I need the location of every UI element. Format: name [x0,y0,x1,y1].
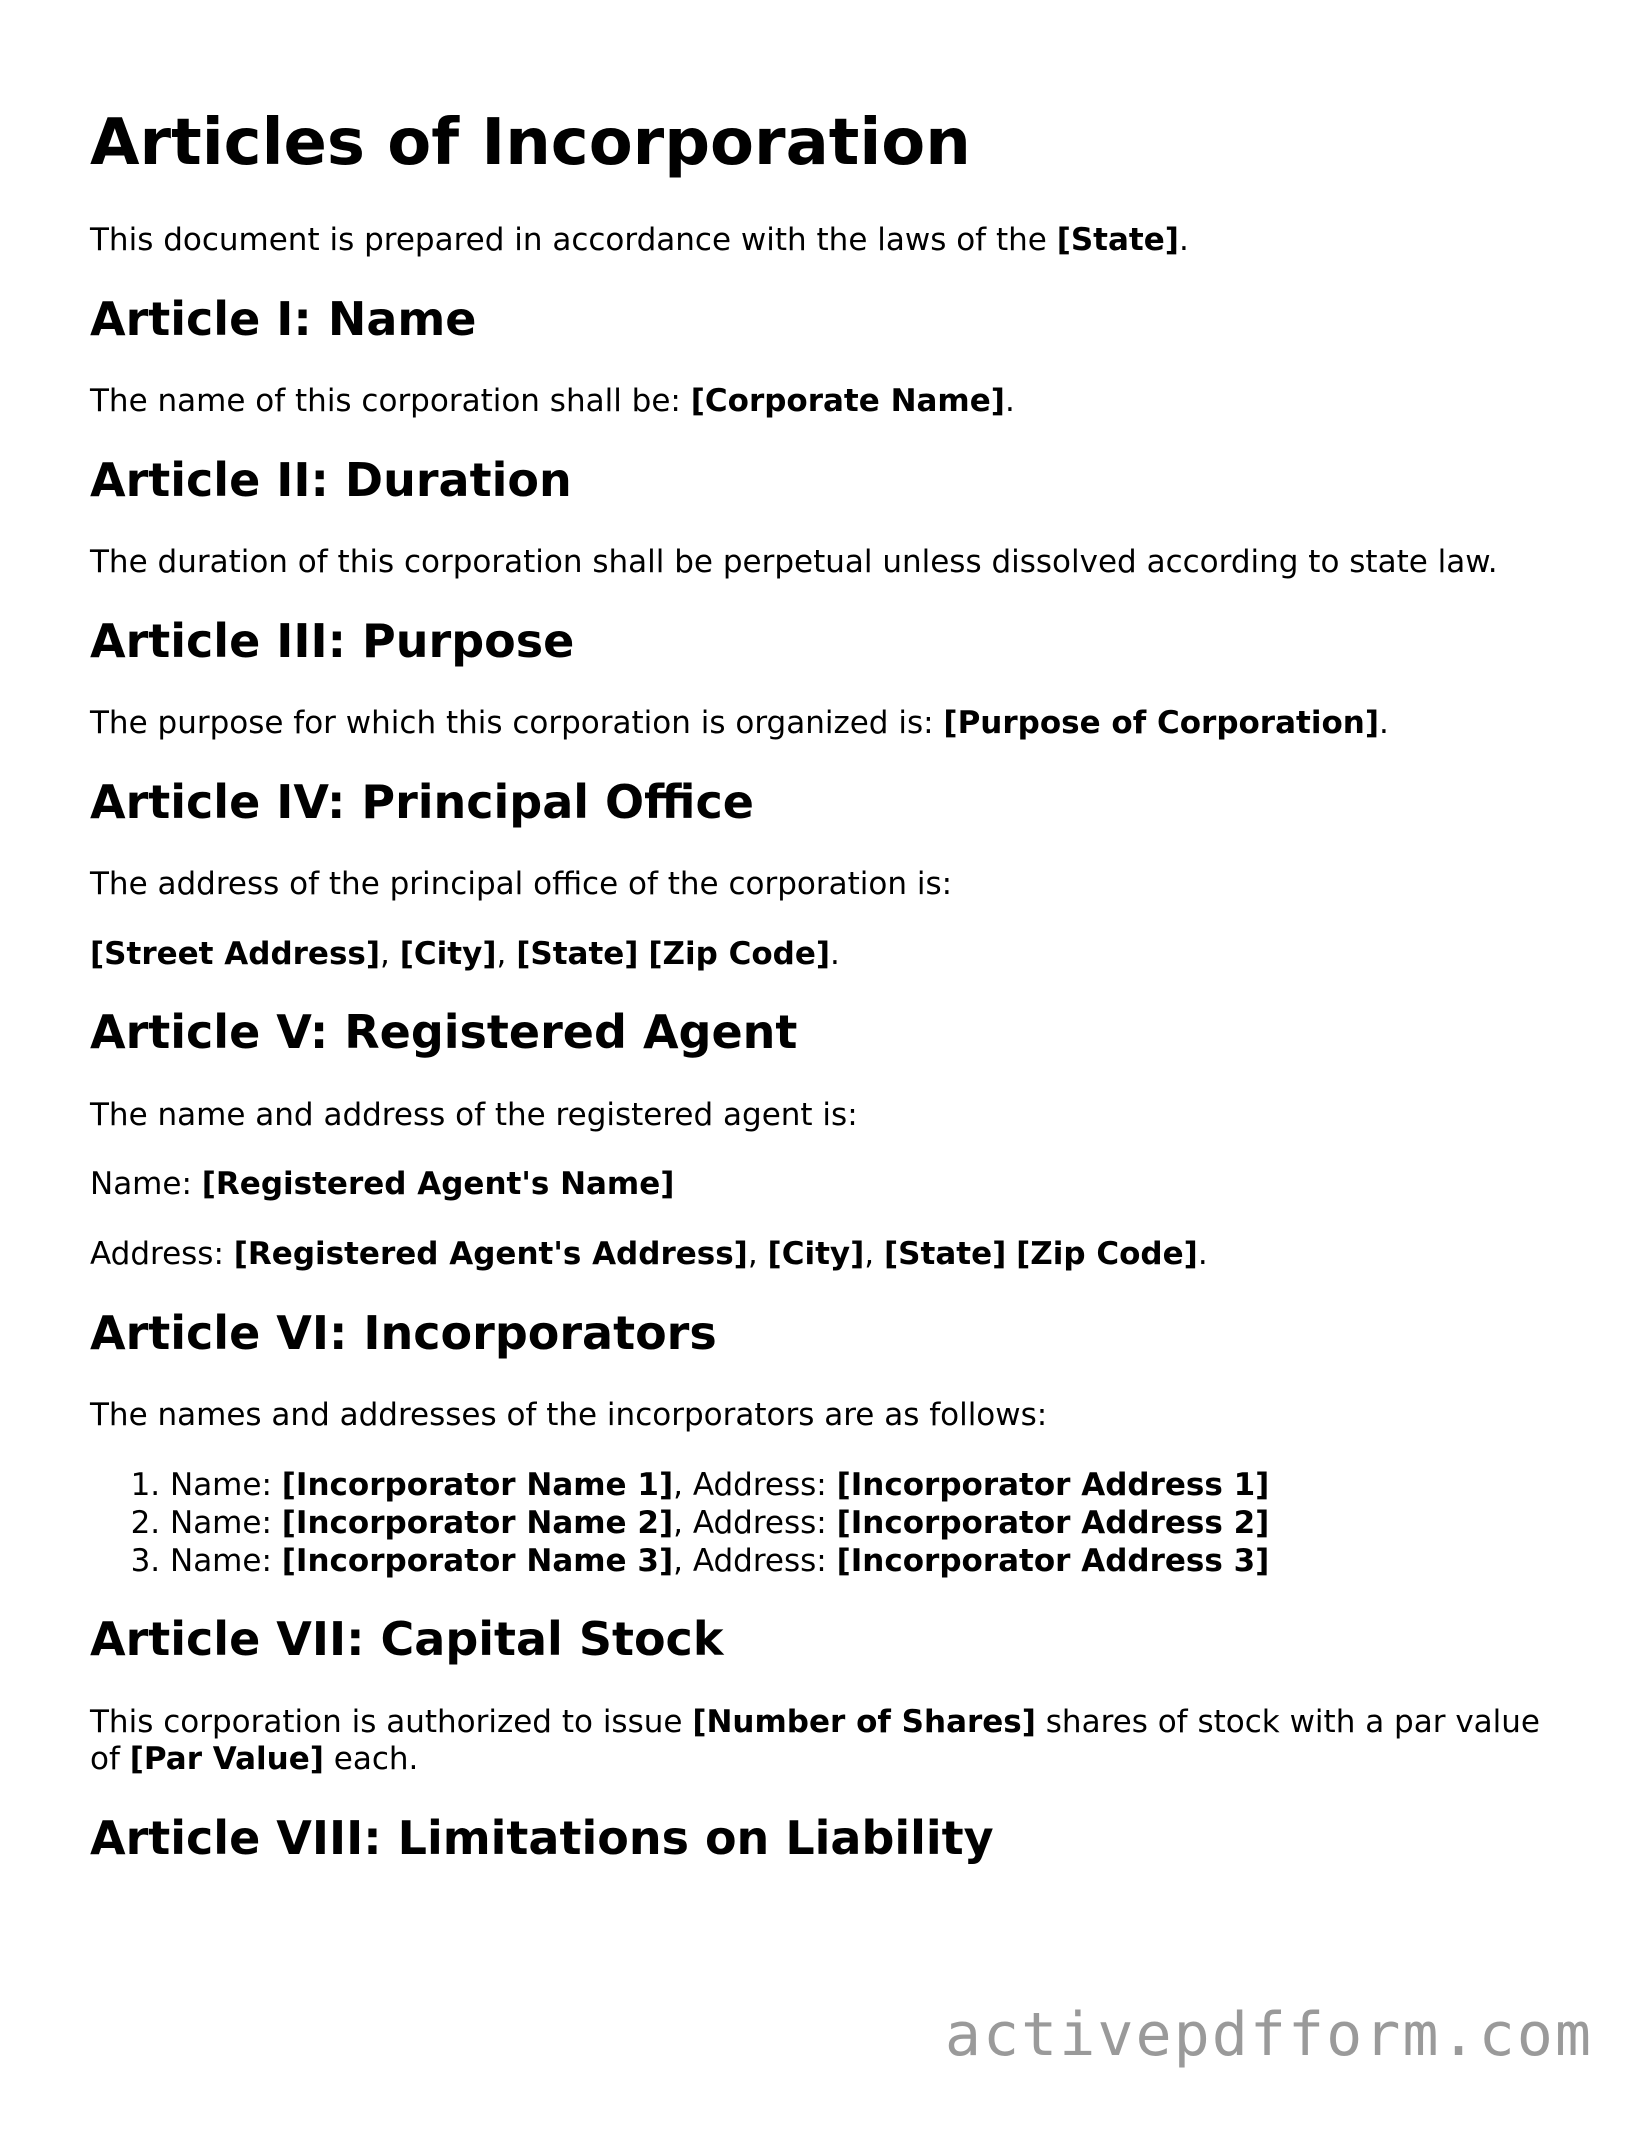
intro-paragraph [90,222,1570,260]
name-label: Name: [170,1504,282,1541]
agent-address-line [90,1236,1570,1274]
article-5-text: The name and address of the registered agent is: [90,1096,858,1133]
agent-zip-placeholder: [Zip Code] [1016,1236,1198,1273]
address-label: , Address: [673,1542,837,1579]
incorporator-address-placeholder: [Incorporator Address 3] [836,1542,1270,1579]
period: . [1197,1236,1208,1273]
article-7-text [90,1704,1570,1780]
name-label: Name: [170,1467,282,1504]
intro-suffix: . [1178,221,1189,258]
incorporator-address-placeholder: [Incorporator Address 2] [836,1504,1270,1541]
document-title: Articles of Incorporation [90,106,971,180]
article-3-heading: Article III: Purpose [90,613,575,668]
article-6-heading: Article VI: Incorporators [90,1306,717,1361]
article-2-text: The duration of this corporation shall be perpetual unless dissolved according to state law. [90,543,1498,580]
period: . [830,935,840,972]
document-page [90,105,1570,1902]
list-item [170,1543,1570,1581]
list-item [170,1505,1570,1543]
incorporator-address-placeholder: [Incorporator Address 1] [836,1467,1270,1504]
list-item [170,1467,1570,1505]
agent-name-line [90,1166,1570,1204]
office-zip-placeholder: [Zip Code] [648,935,831,972]
article-4-text: The address of the principal office of the corporation is: [90,865,953,902]
article-2-heading: Article II: Duration [90,452,572,507]
purpose-placeholder: [Purpose of Corporation] [943,704,1379,741]
intro-state-placeholder: [State] [1056,221,1179,258]
incorporators-list [90,1467,1570,1580]
agent-city-placeholder: [City] [767,1236,865,1273]
street-address-placeholder: [Street Address] [90,935,381,972]
incorporator-name-placeholder: [Incorporator Name 1] [281,1467,674,1504]
article-1-text [90,383,1570,421]
name-label: Name: [170,1542,282,1579]
agent-name-placeholder: [Registered Agent's Name] [201,1166,675,1203]
article-7-prefix: This corporation is authorized to issue [90,1703,693,1740]
separator: , [747,1236,768,1273]
office-city-placeholder: [City] [399,935,497,972]
agent-address-label: Address: [90,1236,234,1273]
intro-prefix: This document is prepared in accordance with the laws of the [90,221,1057,258]
article-3-text [90,705,1570,743]
watermark: activepdfform.com [944,2000,1593,2070]
agent-address-placeholder: [Registered Agent's Address] [233,1236,748,1273]
address-label: , Address: [673,1467,837,1504]
address-label: , Address: [673,1504,837,1541]
shares-placeholder: [Number of Shares] [692,1703,1036,1740]
agent-state-placeholder: [State] [884,1236,1007,1273]
par-value-placeholder: [Par Value] [129,1741,324,1778]
article-5-heading: Article V: Registered Agent [90,1005,798,1060]
separator: , [496,935,517,972]
office-address [90,936,1570,974]
article-6-text: The names and addresses of the incorporators are as follows: [90,1397,1048,1434]
separator: , [864,1236,885,1273]
article-8-heading: Article VIII: Limitations on Liability [90,1811,994,1866]
incorporator-name-placeholder: [Incorporator Name 3] [281,1542,674,1579]
article-3-prefix: The purpose for which this corporation is organized is: [90,704,944,741]
office-state-placeholder: [State] [516,935,639,972]
separator [638,936,648,972]
incorporator-name-placeholder: [Incorporator Name 2] [281,1504,674,1541]
article-7-heading: Article VII: Capital Stock [90,1612,724,1667]
article-3-suffix: . [1379,704,1389,741]
separator: , [380,935,400,972]
corporate-name-placeholder: [Corporate Name] [690,382,1005,419]
article-7-suffix: each. [323,1741,419,1778]
article-7-middle: shares of stock with a par value of [90,1703,1540,1778]
article-1-suffix: . [1004,382,1015,419]
separator [1006,1236,1016,1272]
article-1-heading: Article I: Name [90,291,477,346]
article-1-prefix: The name of this corporation shall be: [90,382,691,419]
agent-name-label: Name: [90,1166,202,1203]
article-4-heading: Article IV: Principal Office [90,774,754,829]
